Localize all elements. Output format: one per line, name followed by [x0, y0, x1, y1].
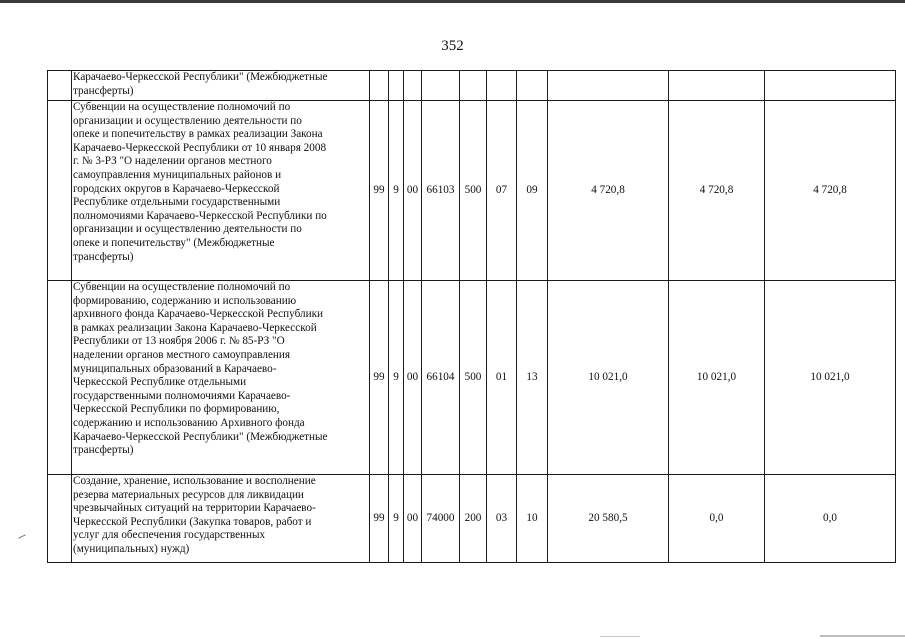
program-code-cell [370, 71, 389, 101]
description-line: организации и осуществлению деятельности по [73, 114, 302, 127]
program-code-cell: 99 [370, 475, 389, 563]
description-line: опеке и попечительству в рамках реализации Закона [73, 128, 323, 141]
description-cell [72, 281, 370, 475]
amount-cell-year-1 [548, 71, 669, 101]
description-cell [72, 101, 370, 281]
description-line: Черкесской Республики (Закупка товаров, работ и [73, 515, 312, 528]
description-line: трансферты) [73, 250, 134, 263]
table-row [48, 281, 896, 475]
description-cell [72, 71, 370, 101]
amount-cell-year-2: 0,0 [669, 475, 765, 563]
main-event-code-cell: 00 [404, 101, 422, 281]
subprogram-code-cell: 9 [389, 101, 404, 281]
description-line: организации и осуществлению деятельности по [73, 223, 302, 236]
amount-cell-year-1: 20 580,5 [548, 475, 669, 563]
description-line: формированию, содержанию и использованию [73, 294, 297, 307]
expense-type-cell: 500 [460, 281, 487, 475]
description-line: Республики от 13 ноября 2006 г. № 85-РЗ "О [73, 335, 285, 348]
amount-cell-year-3: 0,0 [765, 475, 896, 563]
amount-cell-year-2: 10 021,0 [669, 281, 765, 475]
description-line: Субвенции на осуществление полномочий по [73, 281, 291, 293]
expense-type-cell: 200 [460, 475, 487, 563]
table-row [48, 101, 896, 281]
description-line: чрезвычайных ситуаций на территории Карачаево- [73, 502, 316, 515]
amount-cell-year-3: 4 720,8 [765, 101, 896, 281]
scan-artifact [18, 534, 26, 538]
description-line: городских округов в Карачаево-Черкесской [73, 182, 280, 195]
expense-type-cell: 500 [460, 101, 487, 281]
main-event-code-cell: 00 [404, 281, 422, 475]
description-line: опеке и попечительству" (Межбюджетные [73, 236, 275, 249]
amount-cell-year-1: 4 720,8 [548, 101, 669, 281]
description-line: Черкесской Республике отдельными [73, 376, 247, 389]
top-border-rule [0, 0, 905, 3]
subprogram-code-cell: 9 [389, 281, 404, 475]
blank-cell [48, 281, 72, 475]
expense-type-cell [460, 71, 487, 101]
description-line: резерва материальных ресурсов для ликвидации [73, 488, 304, 501]
description-line: Карачаево-Черкесской Республики" (Межбюджетные [73, 71, 328, 83]
description-line: архивного фонда Карачаево-Черкесской Республики [73, 308, 323, 321]
description-cell [72, 475, 370, 563]
direction-code-cell: 66104 [422, 281, 460, 475]
description-line: Карачаево-Черкесской Республики" (Межбюджетные [73, 430, 328, 443]
direction-code-cell: 66103 [422, 101, 460, 281]
description-line: в рамках реализации Закона Карачаево-Черкесской [73, 321, 317, 334]
section-code-cell: 01 [487, 281, 517, 475]
program-code-cell: 99 [370, 101, 389, 281]
budget-table [47, 70, 896, 563]
description-line: услуг для обеспечения государственных [73, 529, 266, 542]
amount-cell-year-1: 10 021,0 [548, 281, 669, 475]
scan-artifact [600, 636, 640, 637]
scan-artifact [820, 635, 905, 637]
description-line: самоуправления муниципальных районов и [73, 168, 282, 181]
subsection-code-cell: 09 [517, 101, 548, 281]
section-code-cell: 07 [487, 101, 517, 281]
blank-cell [48, 475, 72, 563]
description-line: Создание, хранение, использование и восполнение [73, 475, 316, 487]
description-line: Субвенции на осуществление полномочий по [73, 101, 291, 113]
description-line: трансферты) [73, 444, 134, 457]
description-line: Черкесской Республики по формированию, [73, 403, 280, 416]
direction-code-cell: 74000 [422, 475, 460, 563]
main-event-code-cell: 00 [404, 475, 422, 563]
subsection-code-cell: 10 [517, 475, 548, 563]
blank-cell [48, 71, 72, 101]
amount-cell-year-3 [765, 71, 896, 101]
description-line: г. № 3-РЗ "О наделении органов местного [73, 155, 272, 168]
subsection-code-cell: 13 [517, 281, 548, 475]
direction-code-cell [422, 71, 460, 101]
subprogram-code-cell: 9 [389, 475, 404, 563]
main-event-code-cell [404, 71, 422, 101]
amount-cell-year-2: 4 720,8 [669, 101, 765, 281]
amount-cell-year-3: 10 021,0 [765, 281, 896, 475]
program-code-cell: 99 [370, 281, 389, 475]
description-line: полномочиями Карачаево-Черкесской Республики по [73, 209, 327, 222]
table-row [48, 71, 896, 101]
page-number: 352 [441, 38, 464, 54]
section-code-cell: 03 [487, 475, 517, 563]
description-line: содержанию и использованию Архивного фонда [73, 416, 305, 429]
description-line: трансферты) [73, 84, 134, 97]
subprogram-code-cell [389, 71, 404, 101]
description-line: наделении органов местного самоуправления [73, 348, 291, 361]
description-line: государственными полномочиями Карачаево- [73, 389, 291, 402]
blank-cell [48, 101, 72, 281]
description-line: Карачаево-Черкесской Республики от 10 января 2008 [73, 141, 327, 154]
description-line: муниципальных образований в Карачаево- [73, 362, 277, 375]
description-line: Республике отдельными государственными [73, 196, 281, 209]
section-code-cell [487, 71, 517, 101]
subsection-code-cell [517, 71, 548, 101]
table-row [48, 475, 896, 563]
amount-cell-year-2 [669, 71, 765, 101]
description-line: (муниципальных) нужд) [73, 542, 190, 555]
